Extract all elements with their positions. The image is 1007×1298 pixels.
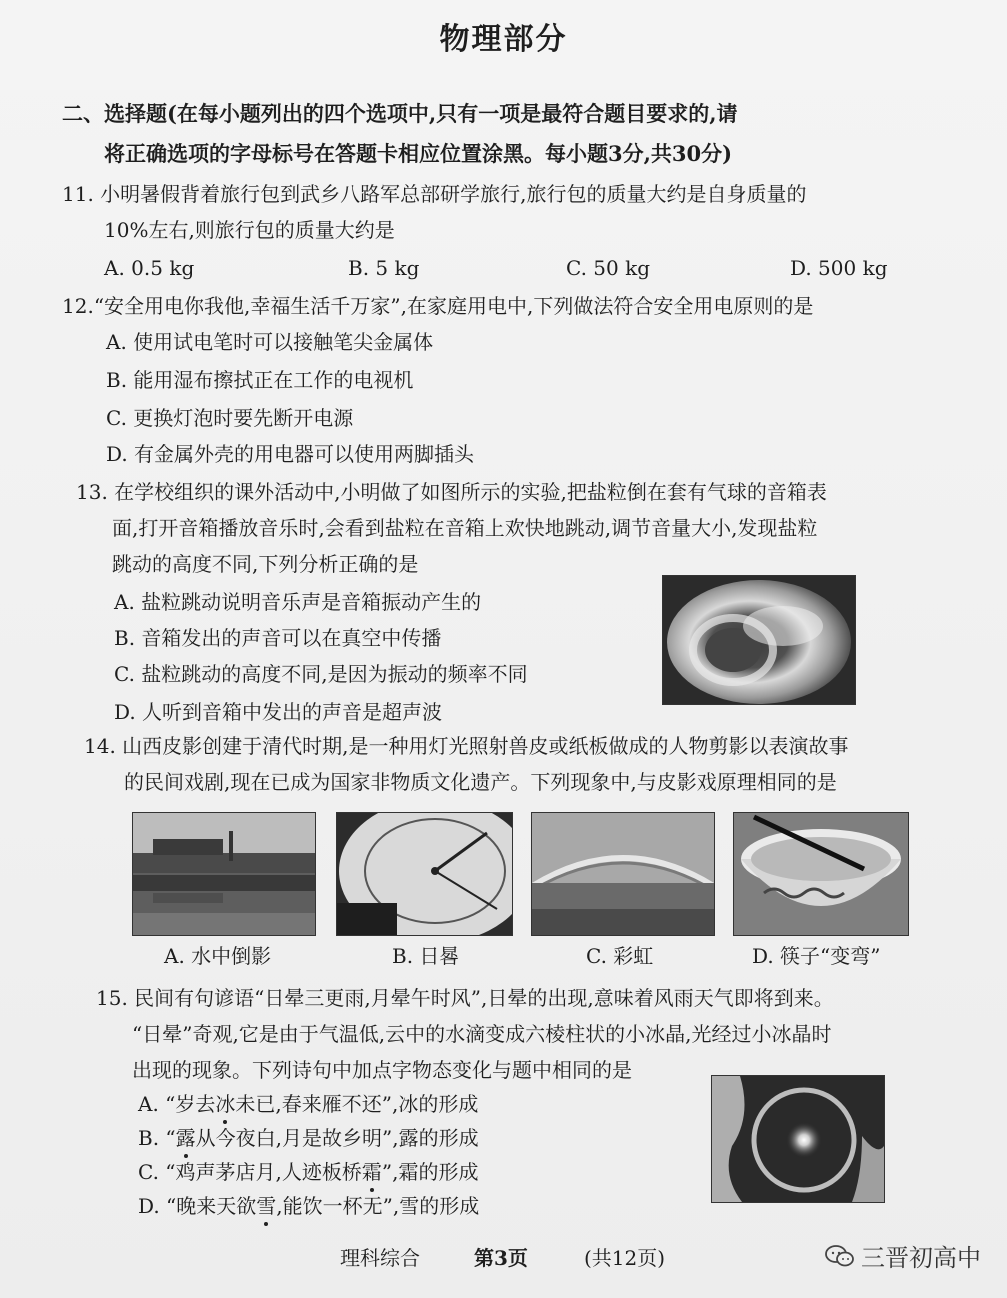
watermark bbox=[825, 1238, 981, 1273]
question-12-line-1: 12.“安全用电你我他,幸福生活千万家”,在家庭用电中,下列做法符合安全用电原则的是 bbox=[62, 294, 814, 318]
sun-halo-photo bbox=[711, 1075, 885, 1203]
footer-page: 第3页 bbox=[474, 1246, 528, 1270]
question-11-line-2: 10%左右,则旅行包的质量大约是 bbox=[104, 218, 395, 242]
question-15-line-3: 出现的现象。下列诗句中加点字物态变化与题中相同的是 bbox=[132, 1058, 632, 1082]
watermark-text: 三晋初高中 bbox=[861, 1244, 981, 1272]
question-13-line-2: 面,打开音箱播放音乐时,会看到盐粒在音箱上欢快地跳动,调节音量大小,发现盐粒 bbox=[112, 516, 818, 540]
q13-option-a: A. 盐粒跳动说明音乐声是音箱振动产生的 bbox=[114, 590, 482, 614]
question-13-line-3: 跳动的高度不同,下列分析正确的是 bbox=[112, 552, 419, 576]
q11-option-c: C. 50 kg bbox=[566, 256, 651, 280]
salt-speaker-photo bbox=[662, 575, 856, 705]
q12-option-d: D. 有金属外壳的用电器可以使用两脚插头 bbox=[106, 442, 475, 466]
q15-option-d: D. “晚来天欲雪,能饮一杯无”,雪的形成 bbox=[138, 1194, 480, 1218]
rainbow-photo bbox=[531, 812, 715, 936]
chopstick-bowl-photo bbox=[733, 812, 909, 936]
q15-option-b: B. “露从今夜白,月是故乡明”,露的形成 bbox=[138, 1126, 479, 1150]
q13-option-b: B. 音箱发出的声音可以在真空中传播 bbox=[114, 626, 442, 650]
question-15-line-1: 15. 民间有句谚语“日晕三更雨,月晕午时风”,日晕的出现,意味着风雨天气即将到来。 bbox=[96, 986, 834, 1010]
q14-option-a: A. 水中倒影 bbox=[164, 944, 272, 968]
footer-total: (共12页) bbox=[584, 1246, 666, 1270]
section-instruction-line-2: 将正确选项的字母标号在答题卡相应位置涂黑。每小题3分,共30分) bbox=[104, 141, 733, 166]
q14-option-b: B. 日晷 bbox=[392, 944, 460, 968]
q13-option-d: D. 人听到音箱中发出的声音是超声波 bbox=[114, 700, 443, 724]
q11-option-a: A. 0.5 kg bbox=[104, 256, 195, 280]
q15-option-a: A. “岁去冰未已,春来雁不还”,冰的形成 bbox=[138, 1092, 479, 1116]
q11-option-b: B. 5 kg bbox=[348, 256, 420, 280]
question-11-line-1: 11. 小明暑假背着旅行包到武乡八路军总部研学旅行,旅行包的质量大约是自身质量的 bbox=[62, 182, 807, 206]
q13-option-c: C. 盐粒跳动的高度不同,是因为振动的频率不同 bbox=[114, 662, 528, 686]
q11-option-d: D. 500 kg bbox=[790, 256, 888, 280]
question-14-line-1: 14. 山西皮影创建于清代时期,是一种用灯光照射兽皮或纸板做成的人物剪影以表演故事 bbox=[84, 734, 849, 758]
page-title: 物理部分 bbox=[439, 22, 568, 57]
footer-subject: 理科综合 bbox=[340, 1246, 420, 1270]
section-heading: 二、选择题 bbox=[62, 101, 167, 126]
question-14-line-2: 的民间戏剧,现在已成为国家非物质文化遗产。下列现象中,与皮影戏原理相同的是 bbox=[124, 770, 837, 794]
question-13-line-1: 13. 在学校组织的课外活动中,小明做了如图所示的实验,把盐粒倒在套有气球的音箱表 bbox=[76, 480, 827, 504]
q14-option-d: D. 筷子“变弯” bbox=[752, 944, 881, 968]
section-instruction-line-1: 二、选择题(在每小题列出的四个选项中,只有一项是最符合题目要求的,请 bbox=[62, 101, 738, 126]
wechat-icon bbox=[825, 1244, 855, 1268]
water-reflection-photo bbox=[132, 812, 316, 936]
q15-option-c: C. “鸡声茅店月,人迹板桥霜”,霜的形成 bbox=[138, 1160, 479, 1184]
q12-option-b: B. 能用湿布擦拭正在工作的电视机 bbox=[106, 368, 414, 392]
sundial-photo bbox=[336, 812, 513, 936]
q12-option-c: C. 更换灯泡时要先断开电源 bbox=[106, 406, 354, 430]
q12-option-a: A. 使用试电笔时可以接触笔尖金属体 bbox=[106, 330, 434, 354]
q14-option-c: C. 彩虹 bbox=[586, 944, 654, 968]
question-15-line-2: “日晕”奇观,它是由于气温低,云中的水滴变成六棱柱状的小冰晶,光经过小冰晶时 bbox=[132, 1022, 832, 1046]
